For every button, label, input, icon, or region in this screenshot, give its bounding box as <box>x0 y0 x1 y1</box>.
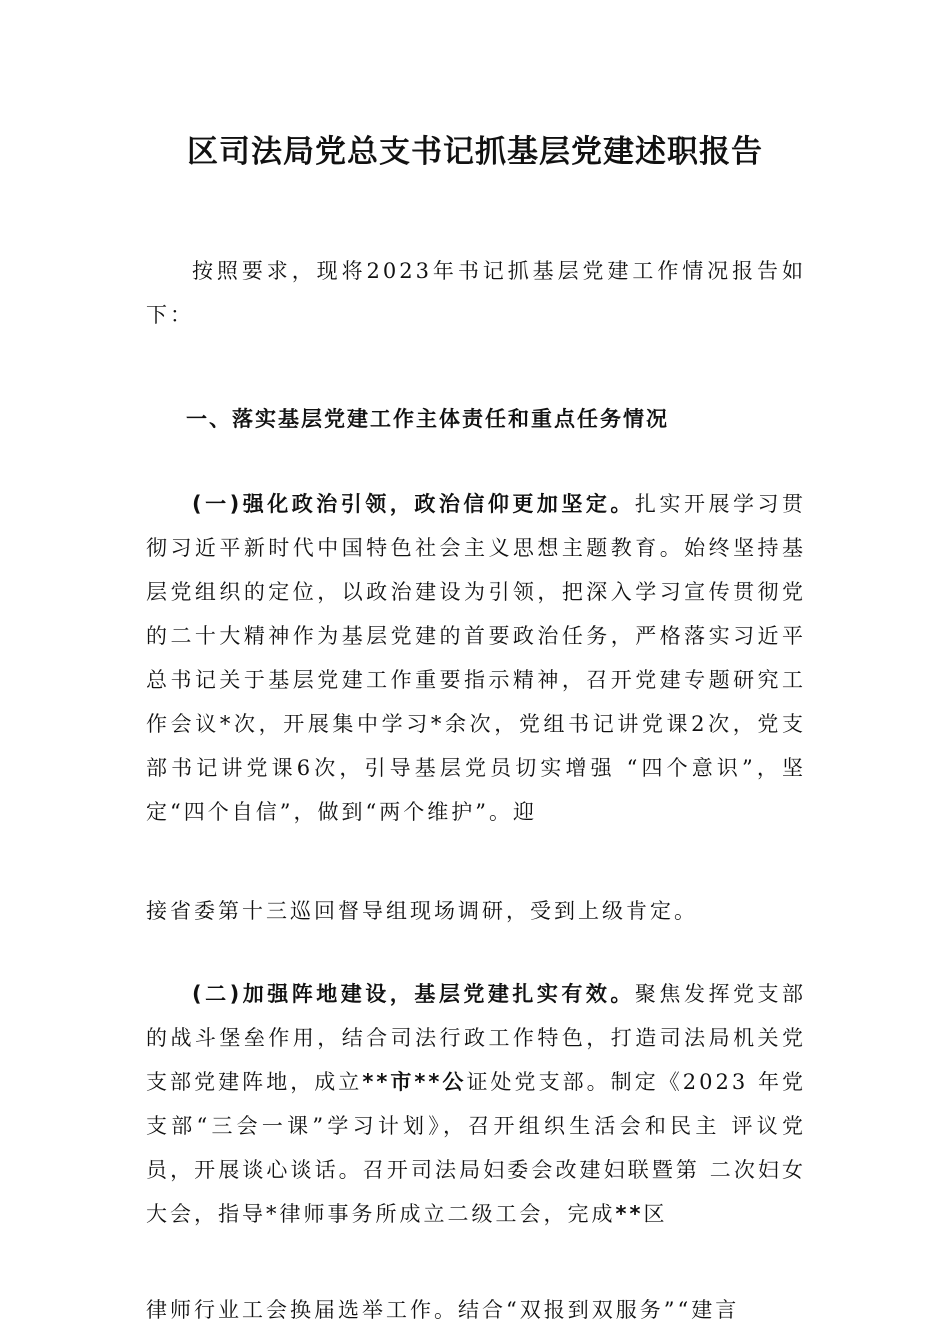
paragraph-2-bold-b: ** <box>615 1202 644 1226</box>
paragraph-2-body-a: 聚焦发挥党支部的战斗堡垒作用，结合司法行政工作特色，打造司法局机关党支部党建阵地，成立 <box>146 982 806 1094</box>
paragraph-2-body-b: 证处党支部。制定《2023 年党支部“三会一课”学习计划》，召开组织生活会和民主 评议党员，开展谈心谈话。召开司法局妇委会改建妇联暨第 二次妇女大会，指导*律师事务所成立二级工会，完成 <box>146 1070 807 1226</box>
paragraph-2-lead: (二)加强阵地建设，基层党建扎实有效。 <box>192 982 635 1006</box>
paragraph-2-continuation: 律师行业工会换届选举工作。结合“双报到双服务”“建言 <box>146 1298 740 1322</box>
section-heading-1: 一、落实基层党建工作主体责任和重点任务情况 <box>186 407 669 431</box>
document-title: 区司法局党总支书记抓基层党建述职报告 <box>187 134 763 170</box>
paragraph-1-continuation: 接省委第十三巡回督导组现场调研，受到上级肯定。 <box>146 899 698 923</box>
paragraph-1 <box>146 482 806 834</box>
paragraph-1-lead: (一)强化政治引领，政治信仰更加坚定。 <box>192 492 635 516</box>
intro-paragraph: 按照要求，现将2023年书记抓基层党建工作情况报告如下： <box>146 259 806 327</box>
paragraph-2-body-c: 区 <box>643 1202 668 1226</box>
paragraph-1-body: 扎实开展学习贯彻习近平新时代中国特色社会主义思想主题教育。始终坚持基层党组织的定位，以政治建设为引领，把深入学习宣传贯彻党的二十大精神作为基层党建的首要政治任务，严格落实习近平总书记关于基层党建工作重要指示精神，召开党建专题研究工作会议*次，开展集中学习*余次，党组书记讲党课2次，党支部书记讲党课6次，引导基层党员切实增强 “四个意识”，坚定“四个自信”，做到“两个维护”。迎 <box>146 492 806 824</box>
paragraph-2-bold-a: **市**公 <box>362 1070 467 1094</box>
paragraph-2 <box>146 972 806 1236</box>
